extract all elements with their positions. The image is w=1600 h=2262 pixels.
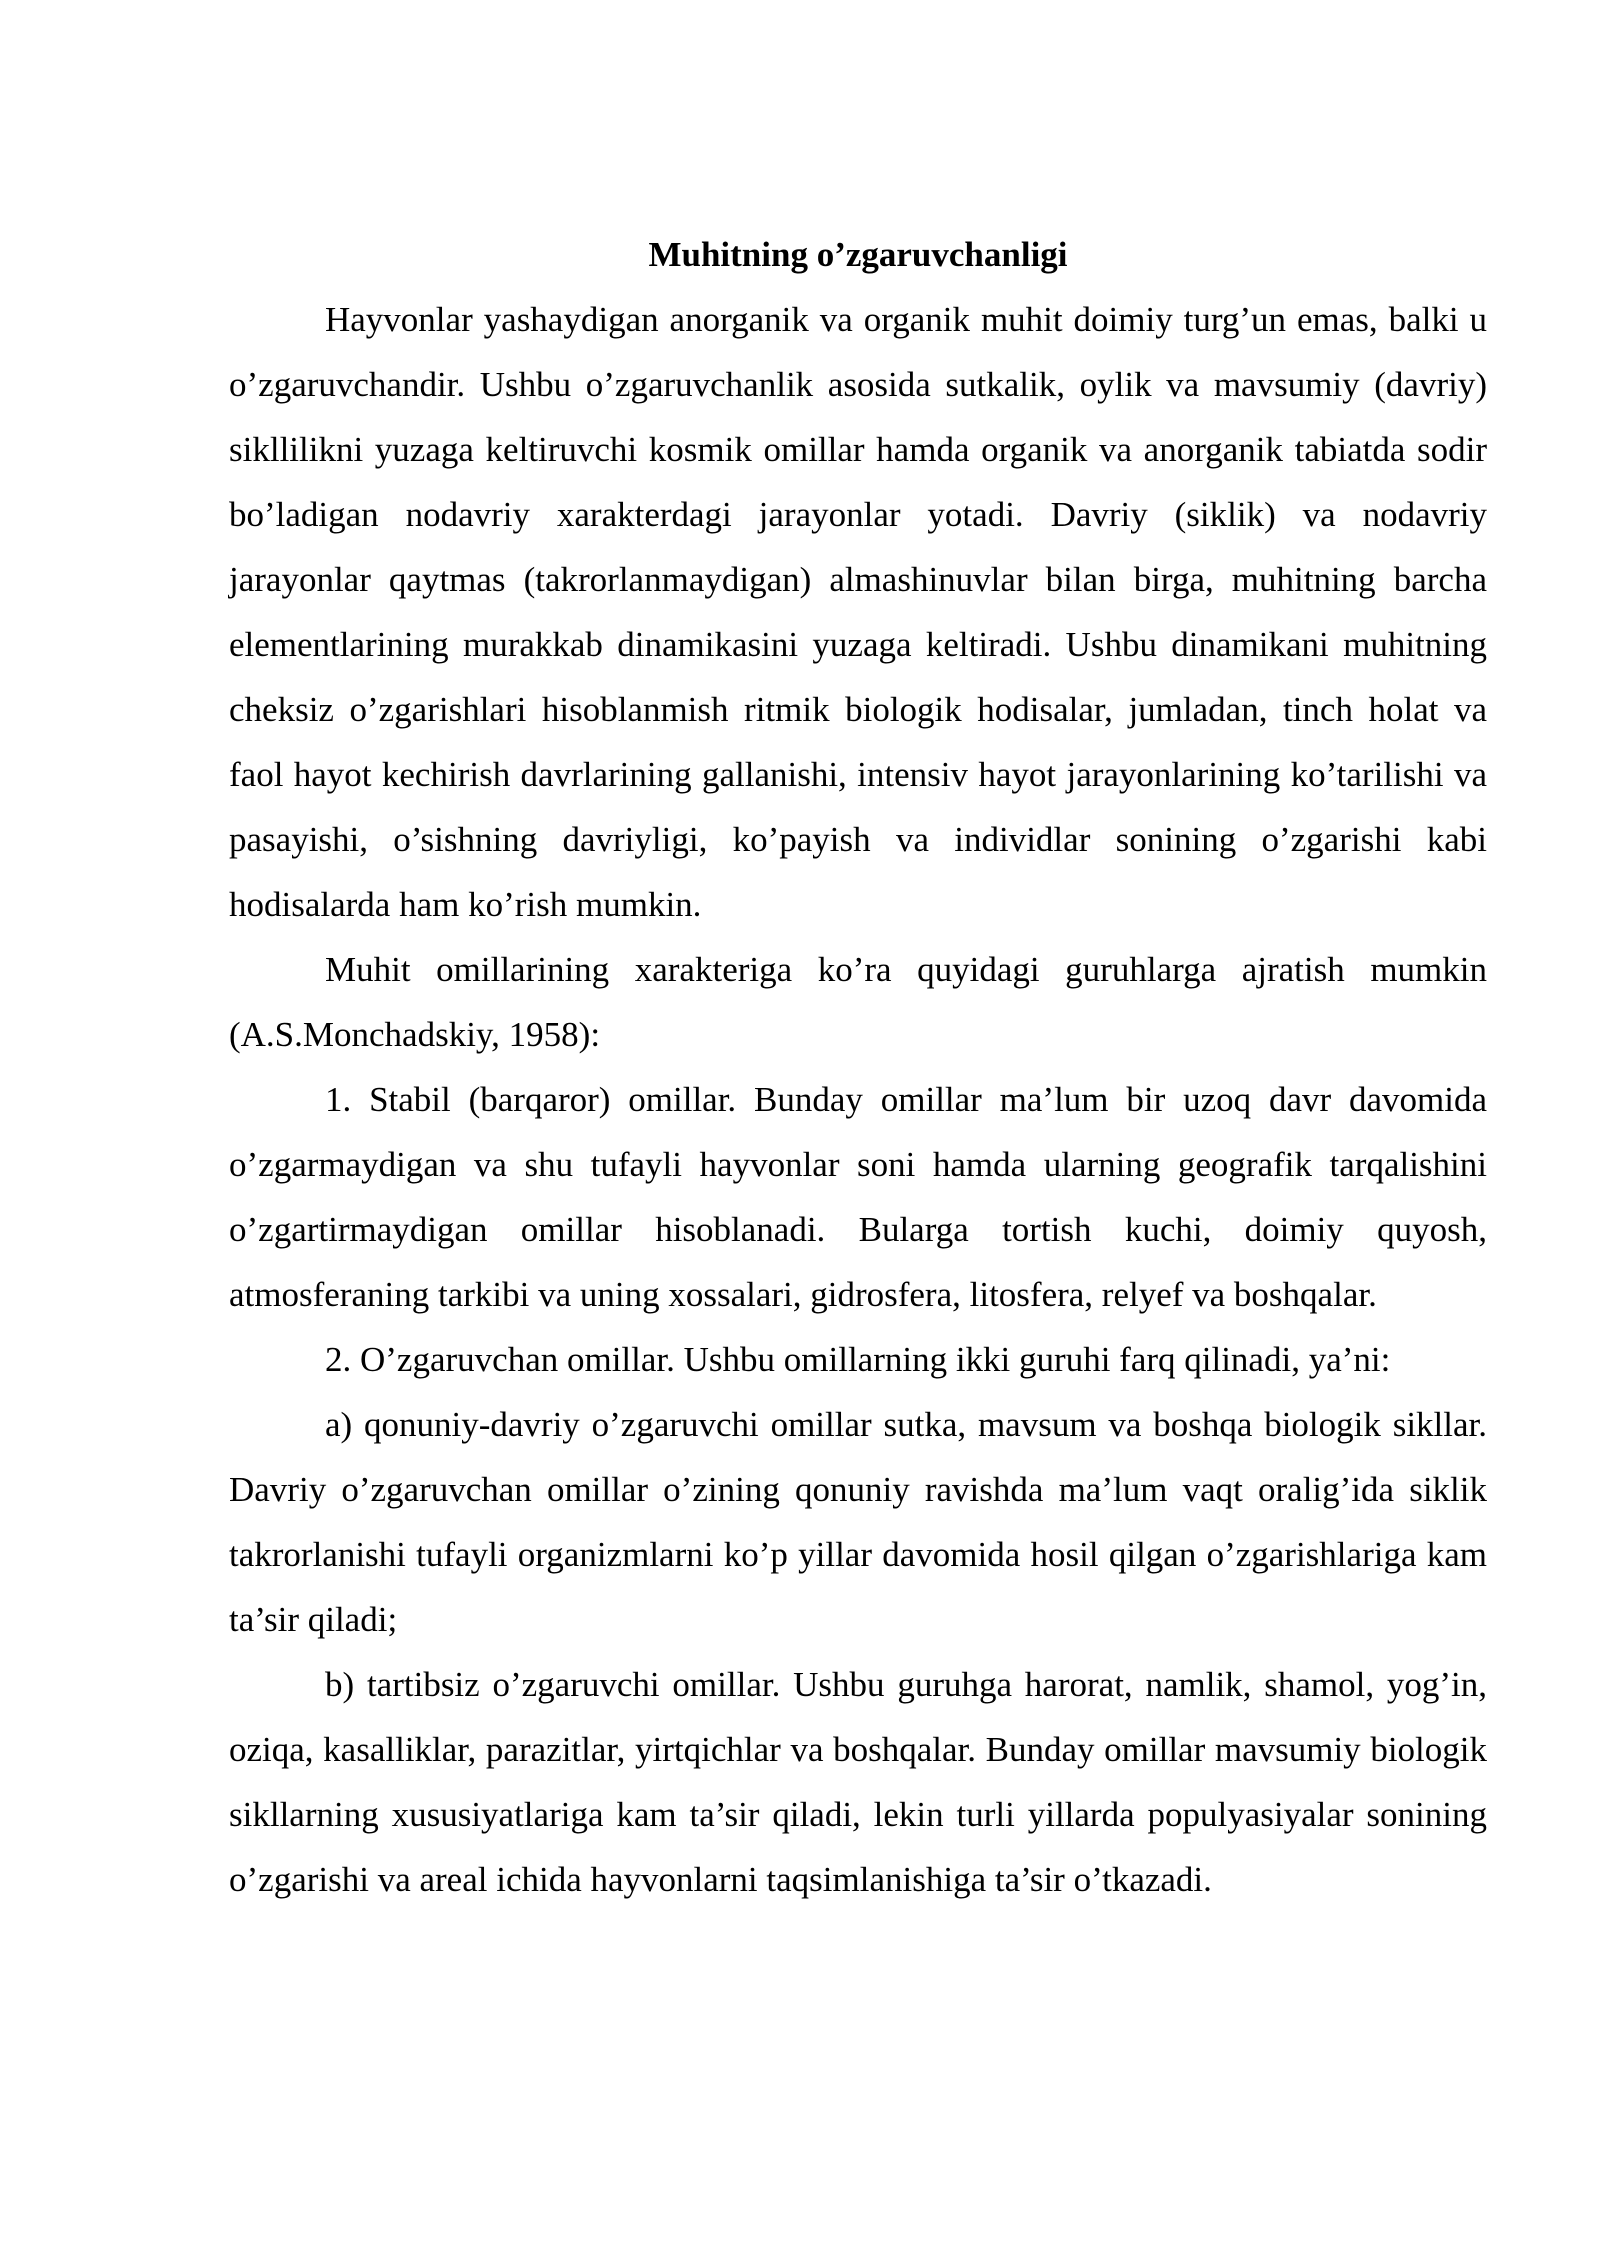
paragraph-stable-factors: 1. Stabil (barqaror) omillar. Bunday omillar ma’lum bir uzoq davr davomida o’zgarmaydigan va shu tufayli hayvonlar soni hamda ularning geografik tarqalishini o’zgartirmaydigan omillar hisoblanadi. Bularga tortish kuchi, doimiy quyosh, atmosferaning tarkibi va uning xossalari, gidrosfera, litosfera, relyef va boshqalar. xyxy=(229,1080,1487,1314)
paragraph-variable-factors: 2. O’zgaruvchan omillar. Ushbu omillarning ikki guruhi farq qilinadi, ya’ni: xyxy=(325,1340,1391,1379)
paragraph-factor-groups-intro: Muhit omillarining xarakteriga ko’ra quyidagi guruhlarga ajratish mumkin (A.S.Monchadskiy, 1958): xyxy=(229,950,1487,1054)
paragraph-irregular-factors: b) tartibsiz o’zgaruvchi omillar. Ushbu guruhga harorat, namlik, shamol, yog’in, oziqa, kasalliklar, parazitlar, yirtqichlar va boshqalar. Bunday omillar mavsumiy biologik sikllarning xususiyatlariga kam ta’sir qiladi, lekin turli yillarda populyasiyalar sonining o’zgarishi va areal ichida hayvonlarni taqsimlanishiga ta’sir o’tkazadi. xyxy=(229,1665,1487,1899)
document-body xyxy=(229,222,1487,1912)
paragraph-environment-variability: Hayvonlar yashaydigan anorganik va organik muhit doimiy turg’un emas, balki u o’zgaruvchandir. Ushbu o’zgaruvchanlik asosida sutkalik, oylik va mavsumiy (davriy) sikllilikni yuzaga keltiruvchi kosmik omillar hamda organik va anorganik tabiatda sodir bo’ladigan nodavriy xarakterdagi jarayonlar yotadi. Davriy (siklik) va nodavriy jarayonlar qaytmas (takrorlanmaydigan) almashinuvlar bilan birga, muhitning barcha elementlarining murakkab dinamikasini yuzaga keltiradi. Ushbu dinamikani muhitning cheksiz o’zgarishlari hisoblanmish ritmik biologik hodisalar, jumladan, tinch holat va faol hayot kechirish davrlarining gallanishi, intensiv hayot jarayonlarining ko’tarilishi va pasayishi, o’sishning davriyligi, ko’payish va individlar sonining o’zgarishi kabi hodisalarda ham ko’rish mumkin. xyxy=(229,300,1487,924)
paragraph-periodic-factors: a) qonuniy-davriy o’zgaruvchi omillar sutka, mavsum va boshqa biologik sikllar. Davriy o’zgaruvchan omillar o’zining qonuniy ravishda ma’lum vaqt oralig’ida siklik takrorlanishi tufayli organizmlarni ko’p yillar davomida hosil qilgan o’zgarishlariga kam ta’sir qiladi; xyxy=(229,1405,1487,1639)
document-title: Muhitning o’zgaruvchanligi xyxy=(648,235,1068,274)
